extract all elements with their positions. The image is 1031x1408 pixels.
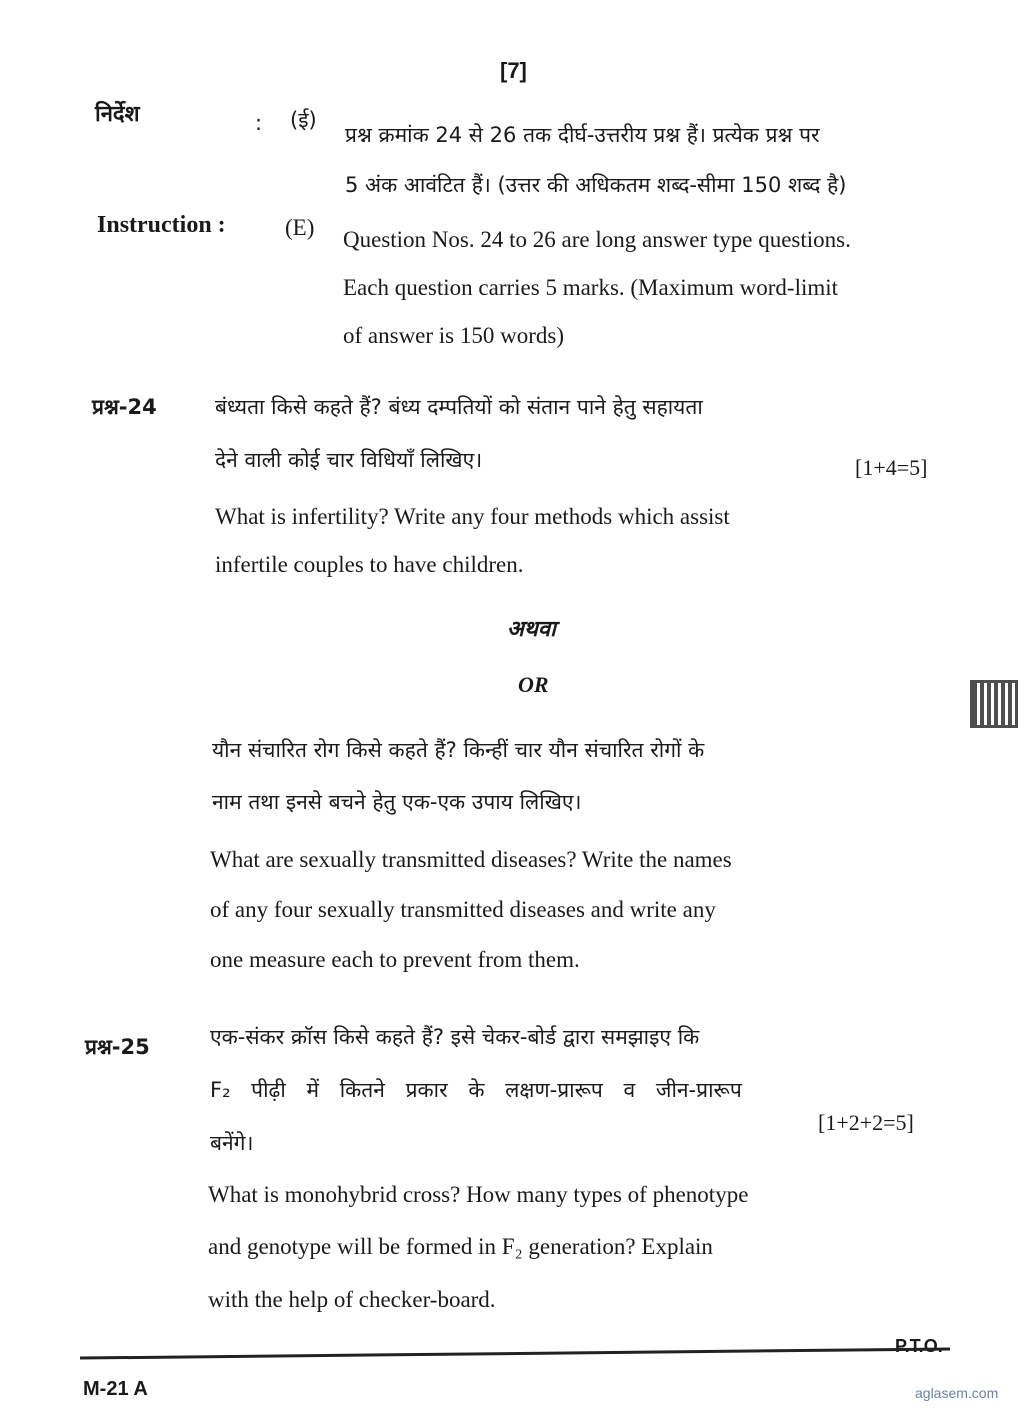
instruction-hi-line2: 5 अंक आवंटित हैं। (उत्तर की अधिकतम शब्द-सीमा 150 शब्द है): [345, 173, 847, 197]
q24-marks: [1+4=5]: [855, 455, 928, 480]
instruction-en-label: Instruction :: [97, 212, 226, 238]
instruction-hi-marker: (ई): [290, 108, 317, 132]
q25-marks: [1+2+2=5]: [818, 1110, 914, 1135]
qr-code-icon: [970, 680, 1018, 728]
instruction-en-line1: Question Nos. 24 to 26 are long answer type questions.: [343, 227, 851, 252]
q25-en-line2: and genotype will be formed in F₂ generation? Explain: [208, 1234, 713, 1259]
page-number: [7]: [500, 58, 527, 83]
footer-rule: [80, 1347, 950, 1359]
q24-alt-en-line2: of any four sexually transmitted diseases and write any: [210, 897, 716, 922]
instruction-hi-colon: :: [255, 111, 263, 135]
q24-alt-hi-line1: यौन संचारित रोग किसे कहते हैं? किन्हीं चार यौन संचारित रोगों के: [212, 738, 705, 762]
q24-hi-line2: देने वाली कोई चार विधियाँ लिखिए।: [215, 448, 483, 472]
q24-en-line2: infertile couples to have children.: [215, 552, 524, 577]
q24-en-line1: What is infertility? Write any four methods which assist: [215, 504, 730, 529]
or-hi: अथवा: [507, 617, 556, 642]
pto-label: P.T.O.: [895, 1336, 943, 1356]
instruction-en-line3: of answer is 150 words): [343, 323, 565, 348]
instruction-en-marker: (E): [285, 215, 315, 240]
q25-hi-line2: F₂ पीढ़ी में कितने प्रकार के लक्षण-प्रारूप व जीन-प्रारूप: [210, 1078, 742, 1102]
q24-hi-line1: बंध्यता किसे कहते हैं? बंध्य दम्पतियों को संतान पाने हेतु सहायता: [215, 395, 703, 419]
q24-alt-en-line1: What are sexually transmitted diseases? Write the names: [210, 847, 732, 872]
instruction-hi-line1: प्रश्न क्रमांक 24 से 26 तक दीर्घ-उत्तरीय प्रश्न हैं। प्रत्येक प्रश्न पर: [345, 123, 820, 147]
q25-en-line3: with the help of checker-board.: [208, 1287, 496, 1312]
or-en: OR: [518, 672, 549, 697]
q24-alt-hi-line2: नाम तथा इनसे बचने हेतु एक-एक उपाय लिखिए।: [212, 790, 582, 814]
paper-code: M-21 A: [83, 1378, 148, 1400]
q25-hi-line3: बनेंगे।: [210, 1131, 254, 1155]
instruction-en-line2: Each question carries 5 marks. (Maximum word-limit: [343, 275, 839, 300]
q25-hi-line1: एक-संकर क्रॉस किसे कहते हैं? इसे चेकर-बोर्ड द्वारा समझाइए कि: [210, 1025, 700, 1049]
q24-alt-en-line3: one measure each to prevent from them.: [210, 947, 580, 972]
q25-en-line1: What is monohybrid cross? How many types of phenotype: [208, 1182, 749, 1207]
q25-label: प्रश्न-25: [85, 1035, 150, 1059]
watermark: aglasem.com: [915, 1385, 999, 1401]
q24-label: प्रश्न-24: [92, 395, 157, 419]
instruction-hi-label: निर्देश: [95, 102, 140, 127]
